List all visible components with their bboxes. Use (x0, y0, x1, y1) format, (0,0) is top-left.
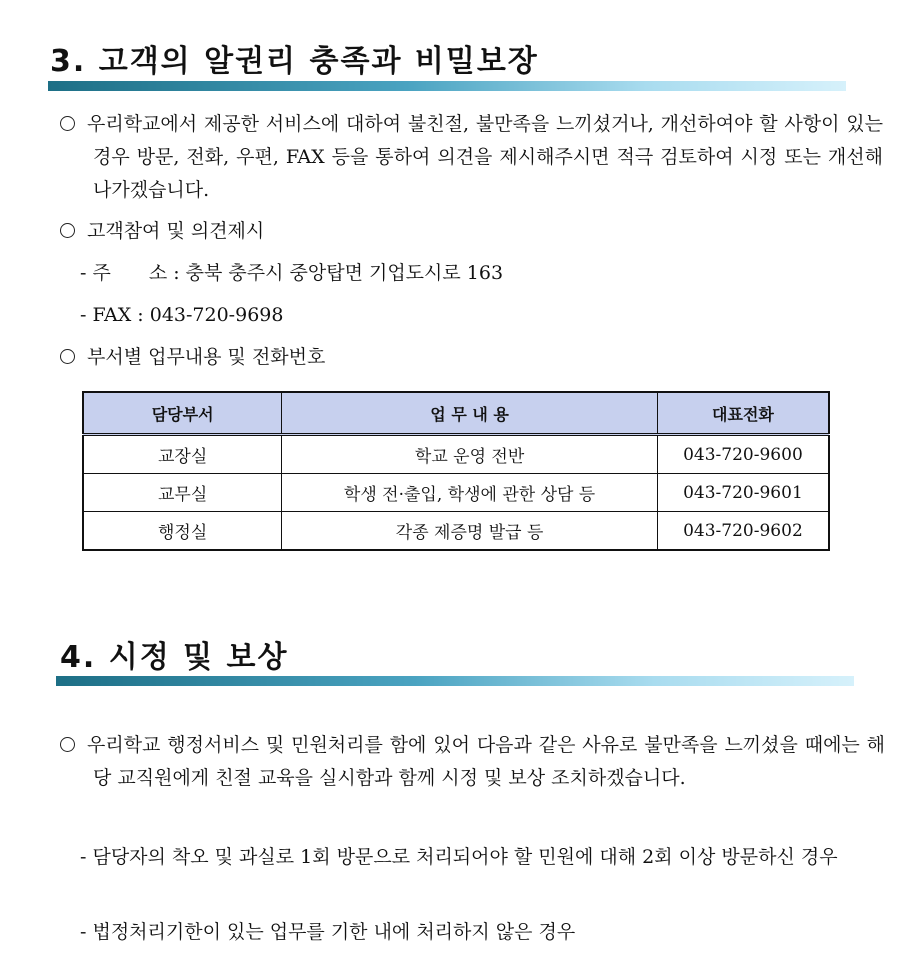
table-header-cell: 담당부서 (83, 392, 282, 435)
table-cell: 학생 전·출입, 학생에 관한 상담 등 (282, 474, 658, 512)
section-3-divider (48, 81, 846, 91)
table-cell: 043-720-9601 (657, 474, 829, 512)
address-value: 충북 충주시 중앙탑면 기업도시로 163 (185, 262, 504, 284)
participation-heading-text: 고객참여 및 의견제시 (87, 220, 265, 242)
table-cell: 행정실 (83, 512, 282, 551)
fax-label: - FAX : (80, 304, 150, 326)
address-label: - 주 소 : (80, 262, 186, 284)
remedy-item: - 법정처리기한이 있는 업무를 기한 내에 처리하지 않은 경우 (80, 921, 576, 943)
circle-bullet-icon (60, 223, 75, 238)
table-cell: 043-720-9600 (657, 435, 829, 474)
table-cell: 학교 운영 전반 (282, 435, 658, 474)
fax-value: 043-720-9698 (149, 304, 284, 326)
circle-bullet-icon (60, 737, 75, 752)
table-row (83, 512, 829, 551)
section-3-intro-text: 우리학교에서 제공한 서비스에 대하여 불친절, 불만족을 느끼셨거나, 개선하여야 할 사항이 있는 경우 방문, 전화, 우편, FAX 등을 통하여 의견을 제시해주시면 적극 검토하여 시정 또는 개선해 나가겠습니다. (87, 113, 883, 201)
section-4-divider (56, 676, 854, 686)
section-3-intro (60, 108, 883, 207)
table-row (83, 435, 829, 474)
table-header-row (83, 392, 829, 435)
remedy-item: - 담당자의 착오 및 과실로 1회 방문으로 처리되어야 할 민원에 대해 2회 이상 방문하신 경우 (80, 846, 838, 868)
department-table (82, 391, 830, 551)
circle-bullet-icon (60, 116, 75, 131)
table-header-cell: 대표전화 (657, 392, 829, 435)
table-row (83, 474, 829, 512)
fax-line (80, 299, 850, 332)
section-4-intro-text: 우리학교 행정서비스 및 민원처리를 함에 있어 다음과 같은 사유로 불만족을 느끼셨을 때에는 해당 교직원에게 친절 교육을 실시함과 함께 시정 및 보상 조치하겠습니다. (87, 734, 885, 789)
address-line (80, 257, 850, 290)
table-cell: 043-720-9602 (657, 512, 829, 551)
dept-heading-text: 부서별 업무내용 및 전화번호 (87, 346, 326, 368)
participation-heading (60, 215, 850, 248)
section-4-title: 4. 시정 및 보상 (60, 640, 289, 675)
section-3-title: 3. 고객의 알권리 충족과 비밀보장 (50, 44, 539, 79)
circle-bullet-icon (60, 349, 75, 364)
table-header-cell: 업 무 내 용 (282, 392, 658, 435)
table-cell: 각종 제증명 발급 등 (282, 512, 658, 551)
section-4-intro (60, 729, 885, 795)
table-cell: 교장실 (83, 435, 282, 474)
table-cell: 교무실 (83, 474, 282, 512)
dept-heading (60, 341, 850, 374)
